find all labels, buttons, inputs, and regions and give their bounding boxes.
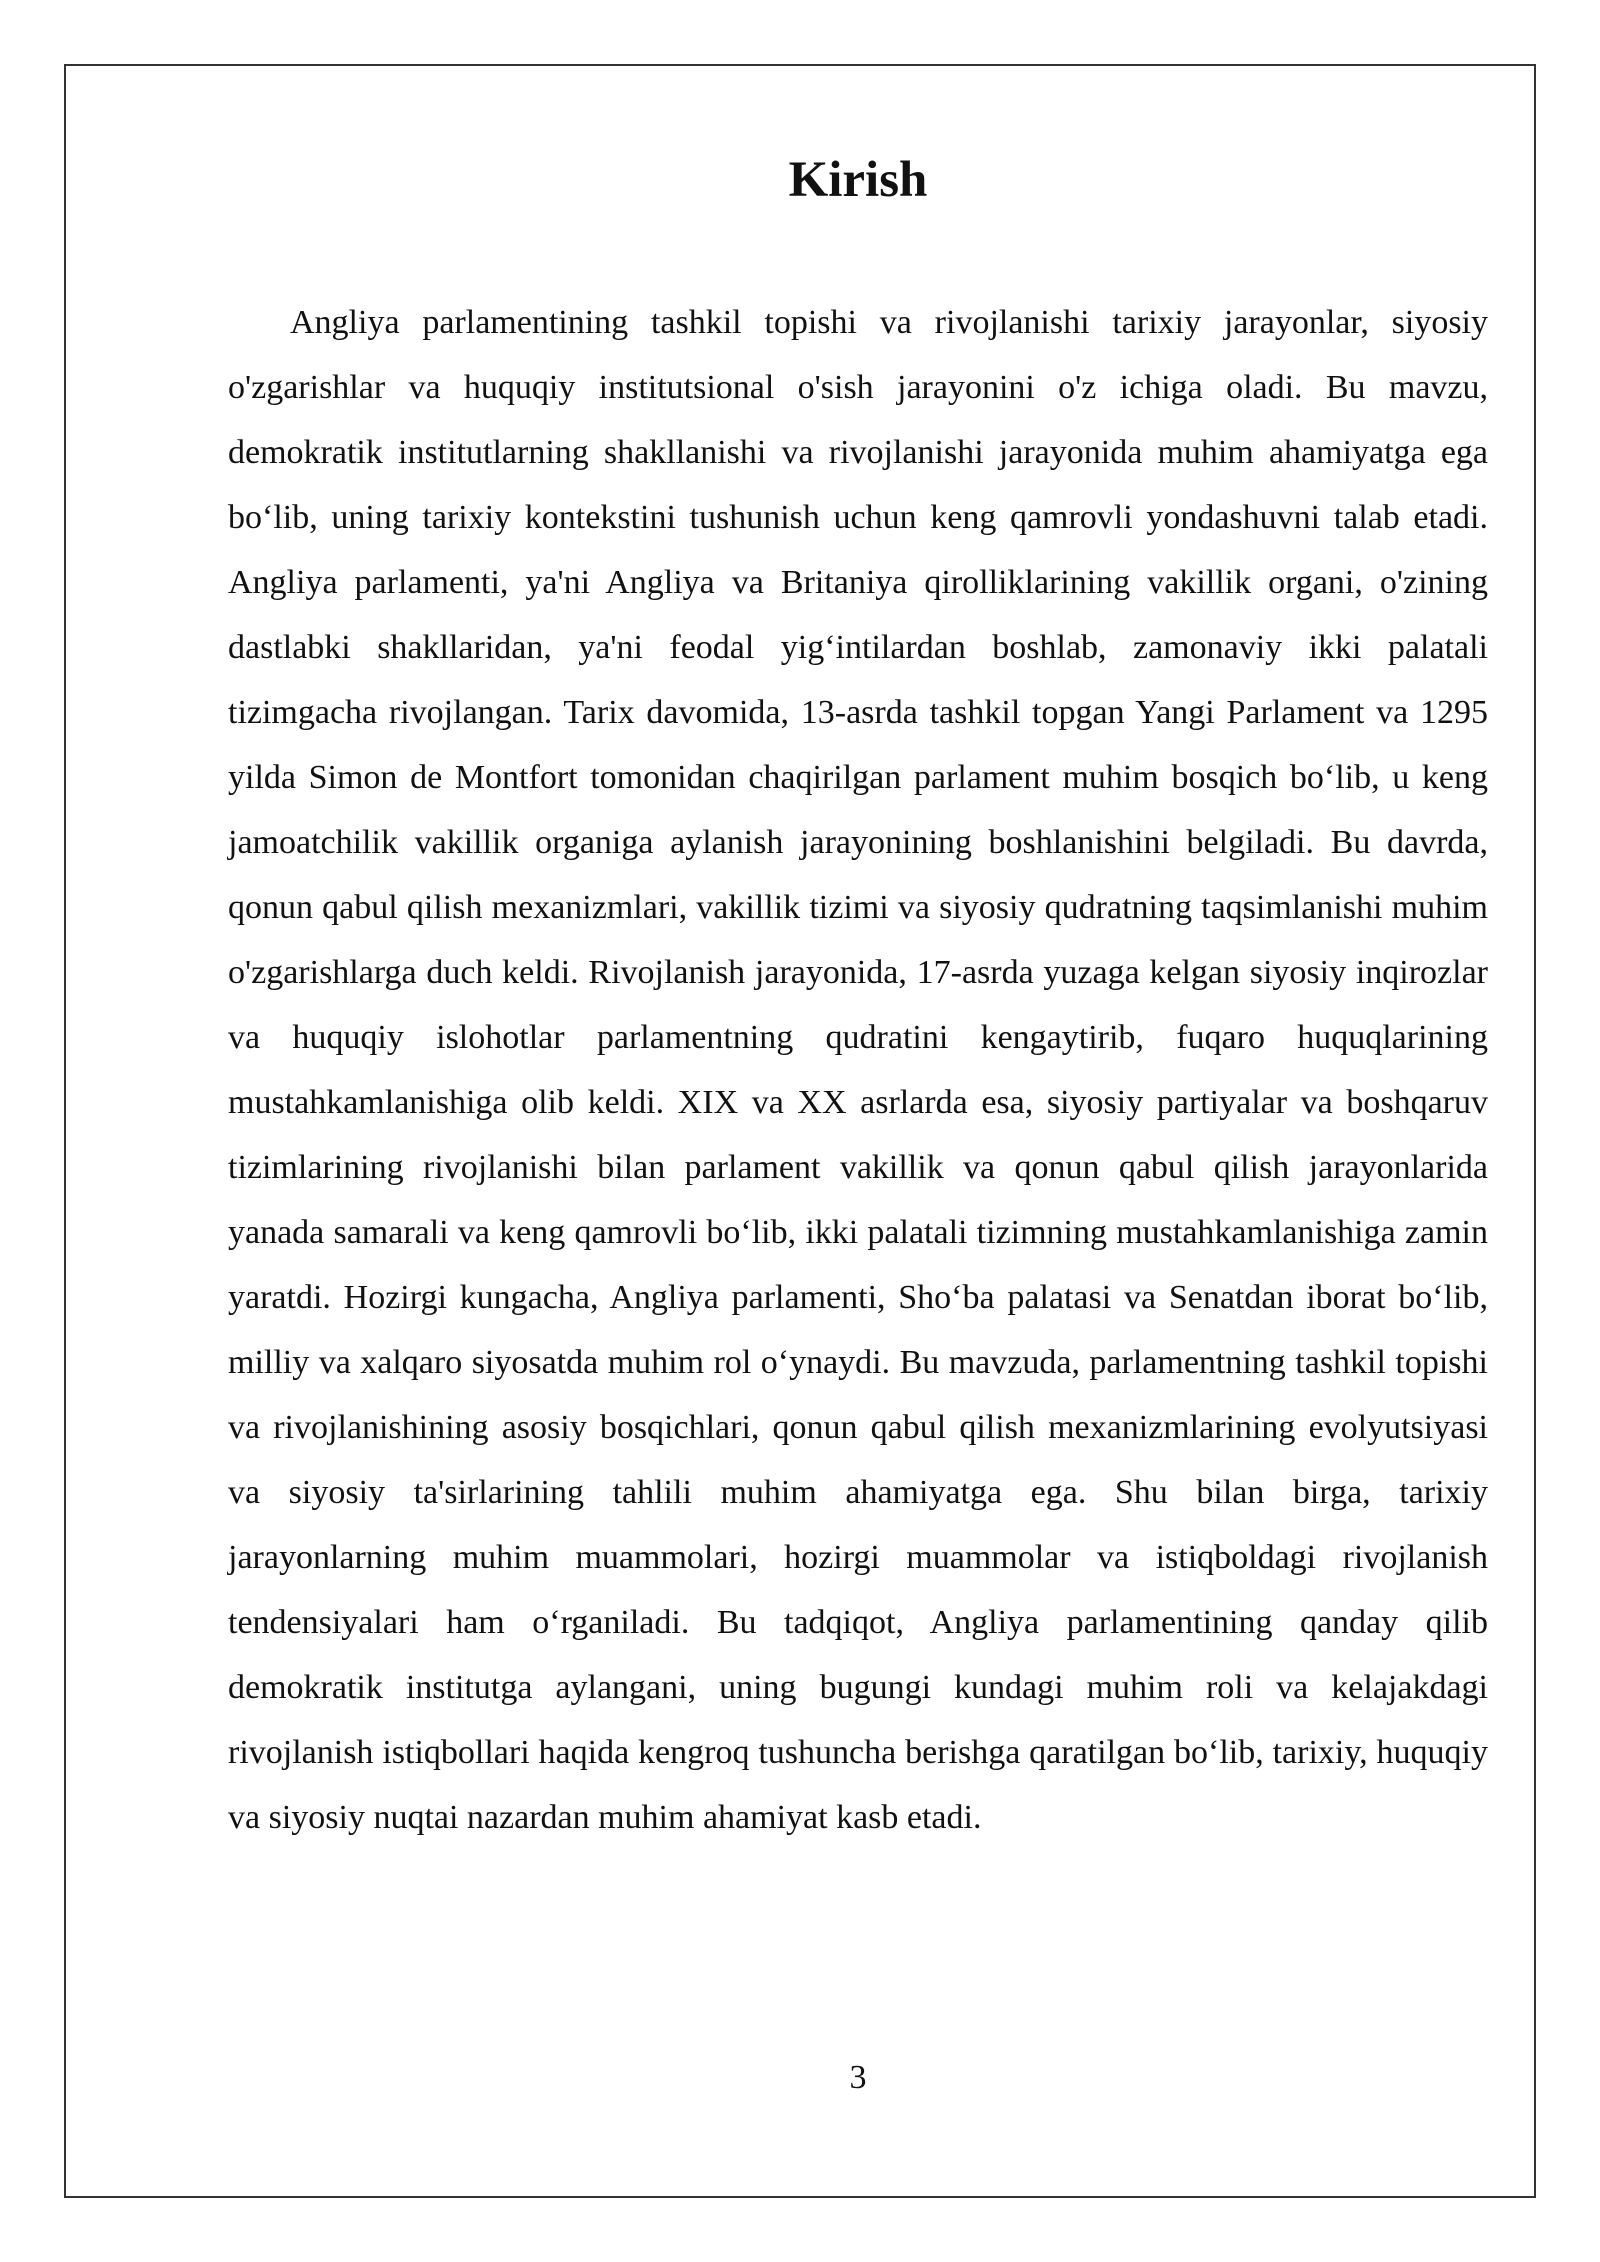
page-title: Kirish (788, 152, 928, 208)
page-number: 3 (849, 2059, 867, 2096)
body-paragraph: Angliya parlamentining tashkil topishi va rivojlanishi tarixiy jarayonlar, siyosiy o'zgarishlar va huquqiy institutsional o'sish jarayonini o'z ichiga oladi. Bu mavzu, demokratik institutlarning shakllanishi va rivojlanishi jarayonida muhim ahamiyatga ega bo‘lib, uning tarixiy kontekstini tushunish uchun keng qamrovli yondashuvni talab etadi. Angliya parlamenti, ya'ni Angliya va Britaniya qirolliklarining vakillik organi, o'zining dastlabki shakllaridan, ya'ni feodal yig‘intilardan boshlab, zamonaviy ikki palatali tizimgacha rivojlangan. Tarix davomida, 13-asrda tashkil topgan Yangi Parlament va 1295 yilda Simon de Montfort tomonidan chaqirilgan parlament muhim bosqich bo‘lib, u keng jamoatchilik vakillik organiga aylanish jarayonining boshlanishini belgiladi. Bu davrda, qonun qabul qilish mexanizmlari, vakillik tizimi va siyosiy qudratning taqsimlanishi muhim o'zgarishlarga duch keldi. Rivojlanish jarayonida, 17-asrda yuzaga kelgan siyosiy inqirozlar va huquqiy islohotlar parlamentning qudratini kengaytirib, fuqaro huquqlarining mustahkamlanishiga olib keldi. XIX va XX asrlarda esa, siyosiy partiyalar va boshqaruv tizimlarining rivojlanishi bilan parlament vakillik va qonun qabul qilish jarayonlarida yanada samarali va keng qamrovli bo‘lib, ikki palatali tizimning mustahkamlanishiga zamin yaratdi. Hozirgi kungacha, Angliya parlamenti, Sho‘ba palatasi va Senatdan iborat bo‘lib, milliy va xalqaro siyosatda muhim rol o‘ynaydi. Bu mavzuda, parlamentning tashkil topishi va rivojlanishining asosiy bosqichlari, qonun qabul qilish mexanizmlarining evolyutsiyasi va siyosiy ta'sirlarining tahlili muhim ahamiyatga ega. Shu bilan birga, tarixiy jarayonlarning muhim muammolari, hozirgi muammolar va istiqboldagi rivojlanish tendensiyalari ham o‘rganiladi. Bu tadqiqot, Angliya parlamentining qanday qilib demokratik institutga aylangani, uning bugungi kundagi muhim roli va kelajakdagi rivojlanish istiqbollari haqida kengroq tushuncha berishga qaratilgan bo‘lib, tarixiy, huquqiy va siyosiy nuqtai nazardan muhim ahamiyat kasb etadi. (228, 304, 1488, 1836)
